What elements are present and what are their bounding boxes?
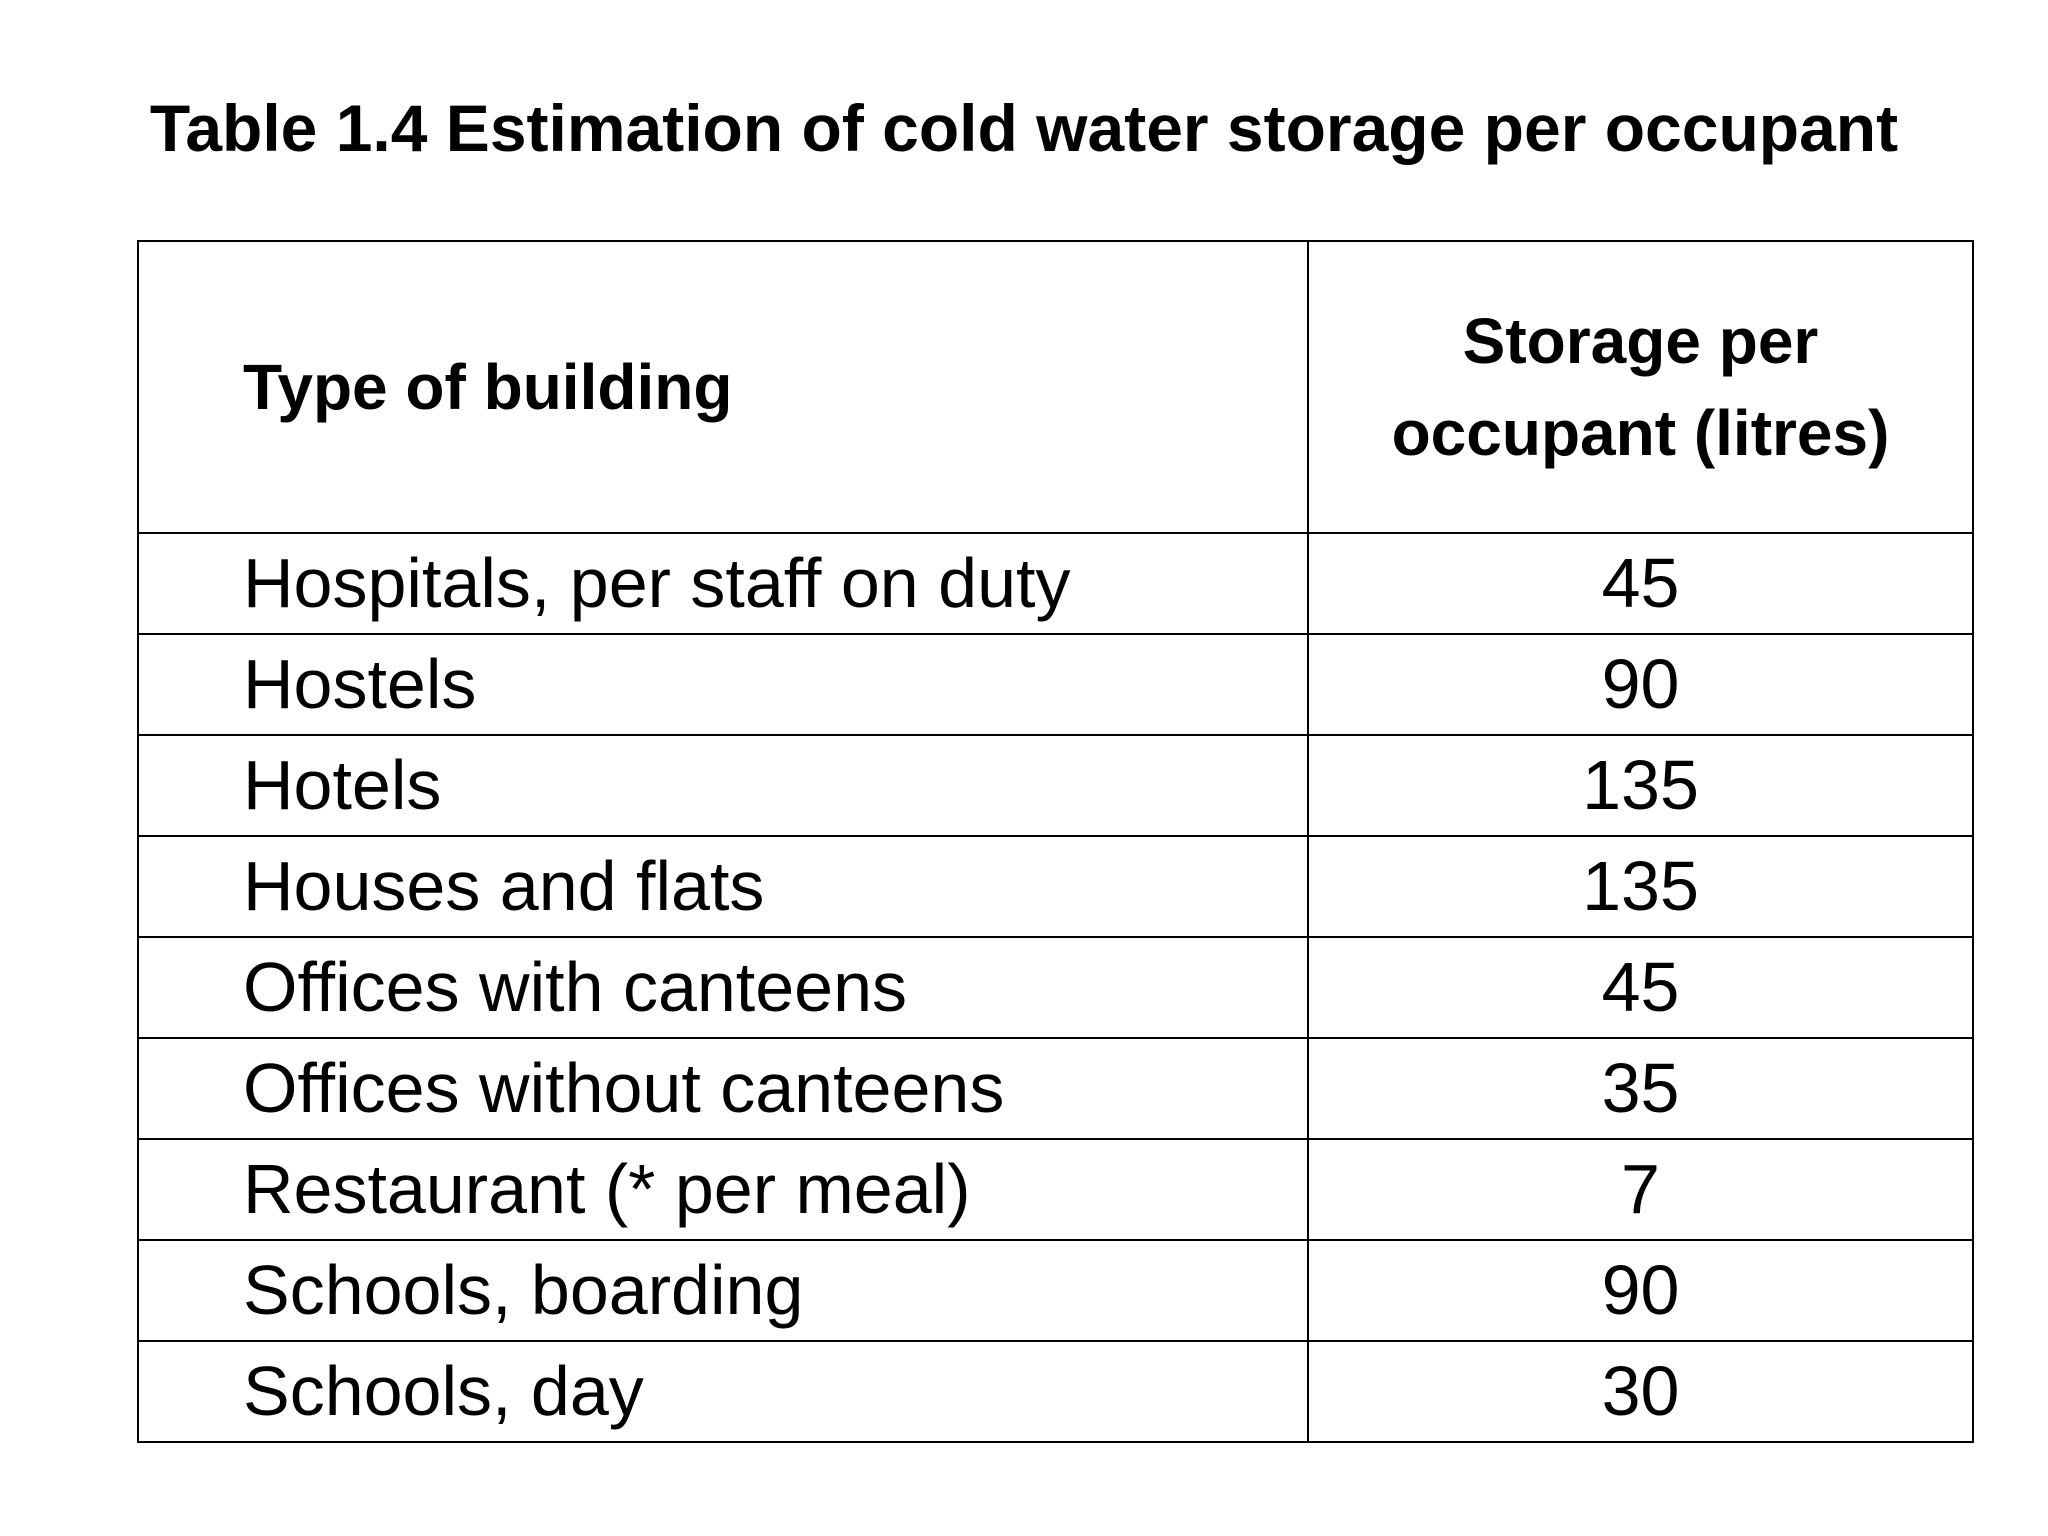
cell-storage: 35 [1308, 1038, 1973, 1139]
cell-storage: 90 [1308, 1240, 1973, 1341]
cell-building-type: Hospitals, per staff on duty [138, 533, 1308, 634]
table-row [138, 1139, 1973, 1240]
cell-building-type: Schools, day [138, 1341, 1308, 1442]
table-row [138, 735, 1973, 836]
table-row [138, 634, 1973, 735]
cell-storage: 45 [1308, 937, 1973, 1038]
table-row [138, 1240, 1973, 1341]
cell-building-type: Offices with canteens [138, 937, 1308, 1038]
header-storage-line2: occupant (litres) [1391, 397, 1890, 469]
cell-storage: 90 [1308, 634, 1973, 735]
cell-storage: 135 [1308, 836, 1973, 937]
header-type-of-building [138, 241, 1308, 533]
header-row [138, 241, 1973, 533]
page-title: Table 1.4 Estimation of cold water storage per occupant [149, 91, 1899, 165]
header-storage-per-occupant [1308, 241, 1973, 533]
cell-building-type: Restaurant (* per meal) [138, 1139, 1308, 1240]
header-storage-line1: Storage per [1462, 305, 1819, 377]
table-header [138, 241, 1973, 533]
table-row [138, 533, 1973, 634]
table-row [138, 937, 1973, 1038]
cell-storage: 30 [1308, 1341, 1973, 1442]
table-body [138, 533, 1973, 1442]
cell-building-type: Schools, boarding [138, 1240, 1308, 1341]
table-row [138, 836, 1973, 937]
cell-building-type: Hotels [138, 735, 1308, 836]
cell-storage: 7 [1308, 1139, 1973, 1240]
storage-table [137, 240, 1974, 1443]
cell-storage: 45 [1308, 533, 1973, 634]
table-row [138, 1341, 1973, 1442]
cell-building-type: Hostels [138, 634, 1308, 735]
cell-storage: 135 [1308, 735, 1973, 836]
cell-building-type: Offices without canteens [138, 1038, 1308, 1139]
table-row [138, 1038, 1973, 1139]
cell-building-type: Houses and flats [138, 836, 1308, 937]
header-type-label: Type of building [243, 351, 733, 423]
